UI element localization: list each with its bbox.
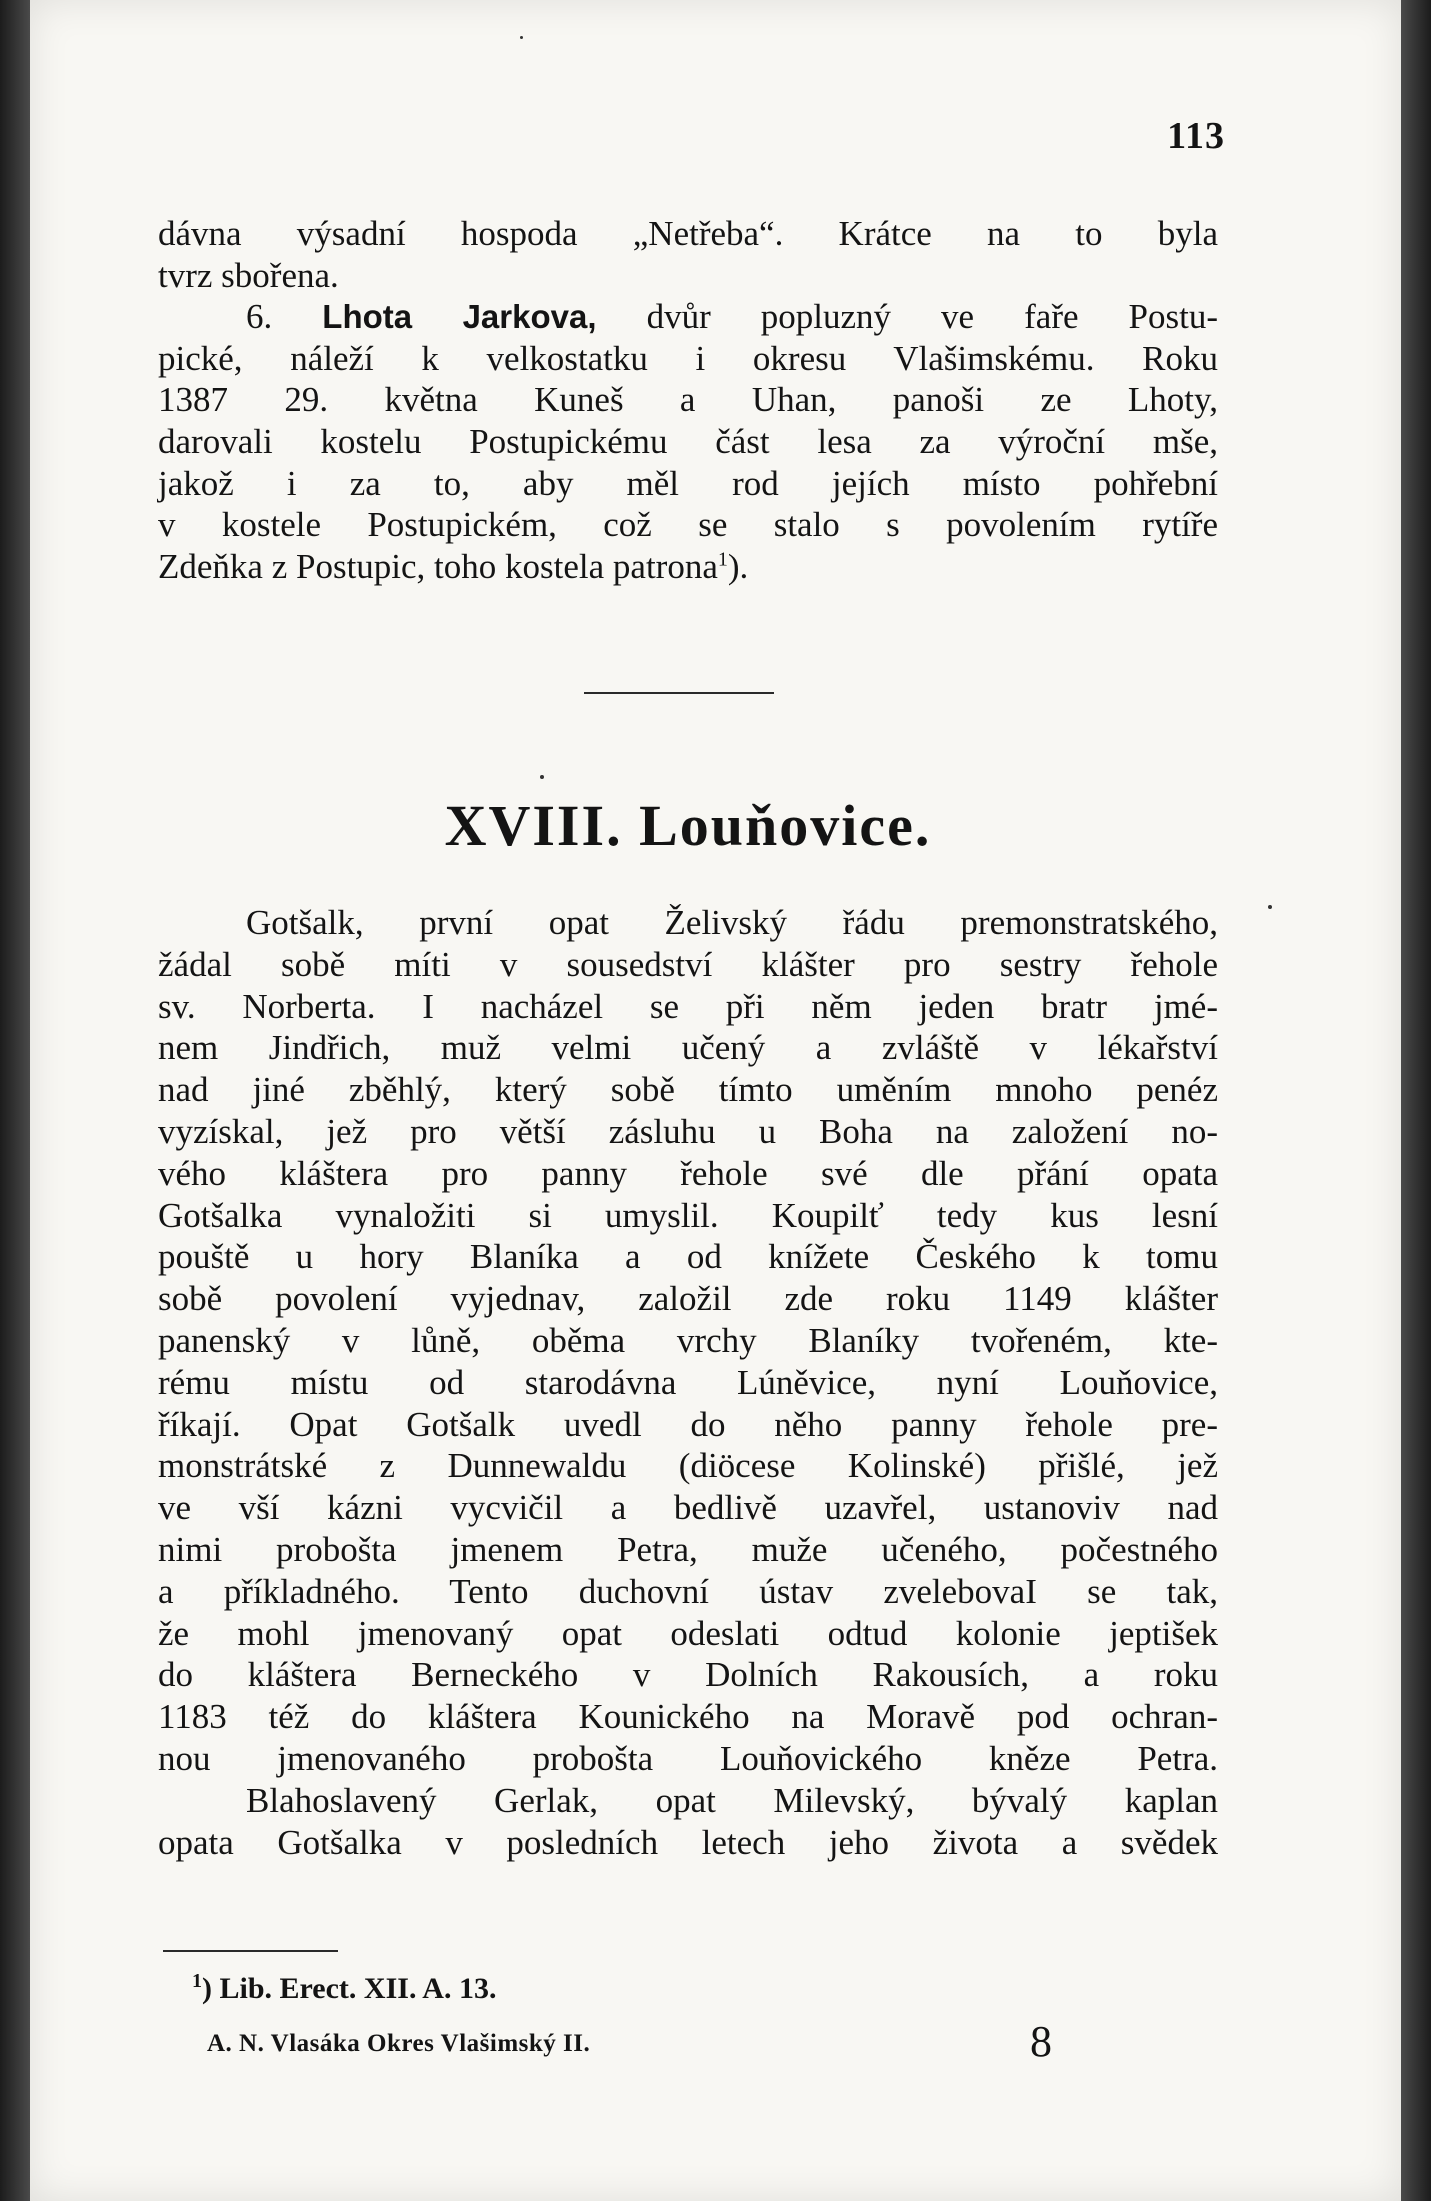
text-line: v kostele Postupickém, což se stalo s povolením rytíře — [158, 505, 1218, 545]
text-line: nimi probošta jmenem Petra, muže učeného, počestného — [158, 1529, 1218, 1569]
text-line: sobě povolení vyjednav, založil zde roku 1149 klášter — [158, 1279, 1218, 1319]
printer-signature: A. N. Vlasáka Okres Vlašimský II. — [207, 2030, 591, 2057]
item-number: 6. — [246, 297, 273, 337]
text-line: sv. Norberta. I nacházel se při něm jeden bratr jmé- — [158, 986, 1218, 1026]
scan-edge-left — [0, 0, 30, 2201]
text-line — [158, 546, 1218, 588]
text-line: panenský v lůně, oběma vrchy Blaníky tvořeném, kte- — [158, 1320, 1218, 1360]
section-divider — [584, 692, 774, 694]
footnote-mark: 1 — [192, 1970, 202, 1992]
text-line-item-6 — [158, 296, 1218, 338]
text-line: jakož i za to, aby měl rod jejích místo pohřební — [158, 463, 1218, 503]
scan-speck — [520, 36, 523, 39]
section-heading: XVIII. Louňovice. — [444, 793, 932, 858]
scan-edge-right — [1401, 0, 1431, 2201]
text-line: dávna výsadní hospoda „Netřeba“. Krátce na to byla — [158, 214, 1218, 253]
text-line: žádal sobě míti v sousedství klášter pro sestry řehole — [158, 944, 1218, 984]
footnote-text: ) Lib. Erect. XII. A. 13. — [202, 1972, 497, 2005]
footnote — [192, 1972, 496, 2006]
text-line-end: ). — [727, 546, 749, 586]
text-line: 1183 též do kláštera Kounického na Moravě pod ochran- — [158, 1697, 1218, 1737]
text-line: říkají. Opat Gotšalk uvedl do něho panny řehole pre- — [158, 1404, 1218, 1444]
page-number: 113 — [1167, 115, 1225, 157]
footnote-reference: 1 — [717, 548, 728, 571]
scan-speck — [540, 775, 544, 779]
text-line: 1387 29. května Kuneš a Uhan, panoši ze Lhoty, — [158, 380, 1218, 420]
text-line: nad jiné zběhlý, který sobě tímto uměním mnoho penéz — [158, 1070, 1218, 1110]
text-line: opata Gotšalka v posledních letech jeho života a svědek — [158, 1822, 1218, 1862]
text-line: nem Jindřich, muž velmi učený a zvláště v lékařství — [158, 1028, 1218, 1068]
item-description: dvůr popluzný ve faře Postu- — [646, 297, 1219, 337]
text-line: tvrz sbořena. — [158, 255, 339, 295]
text-line: monstrátské z Dunnewaldu (diöcese Kolinské) přišlé, jež — [158, 1446, 1218, 1486]
text-line: vého kláštera pro panny řehole své dle přání opata — [158, 1153, 1218, 1193]
text-line: nou jmenovaného probošta Louňovického kněze Petra. — [158, 1738, 1218, 1778]
place-name-lhota-jarkova: Lhota Jarkova, — [322, 298, 597, 336]
text-line-content: Zdeňka z Postupic, toho kostela patrona — [158, 546, 718, 586]
scan-speck — [1268, 905, 1272, 909]
text-line: vyzískal, jež pro větší zásluhu u Boha na založení no- — [158, 1111, 1218, 1151]
paragraph-lounovice — [158, 902, 1218, 1863]
sheet-number: 8 — [1030, 2017, 1052, 2066]
footnote-divider — [163, 1950, 338, 1952]
text-line: rému místu od starodávna Lúněvice, nyní Louňovice, — [158, 1362, 1218, 1402]
text-line: do kláštera Berneckého v Dolních Rakousích, a roku — [158, 1655, 1218, 1695]
text-line: Blahoslavený Gerlak, opat Milevský, bývalý kaplan — [246, 1780, 1218, 1820]
text-line: darovali kostelu Postupickému část lesa za výroční mše, — [158, 421, 1218, 461]
text-line: a příkladného. Tento duchovní ústav zvelebovaI se tak, — [158, 1571, 1218, 1611]
text-line: Gotšalka vynaložiti si umyslil. Koupilť tedy kus lesní — [158, 1195, 1218, 1235]
text-line: pické, náleží k velkostatku i okresu Vlašimskému. Roku — [158, 338, 1218, 378]
text-line: pouště u hory Blaníka a od knížete Českého k tomu — [158, 1237, 1218, 1277]
text-line: že mohl jmenovaný opat odeslati odtud kolonie jeptišek — [158, 1613, 1218, 1653]
text-line: ve vší kázni vycvičil a bedlivě uzavřel, ustanoviv nad — [158, 1488, 1218, 1528]
text-line: Gotšalk, první opat Želivský řádu premonstratského, — [246, 903, 1218, 942]
paragraph-lhota — [158, 213, 1218, 587]
